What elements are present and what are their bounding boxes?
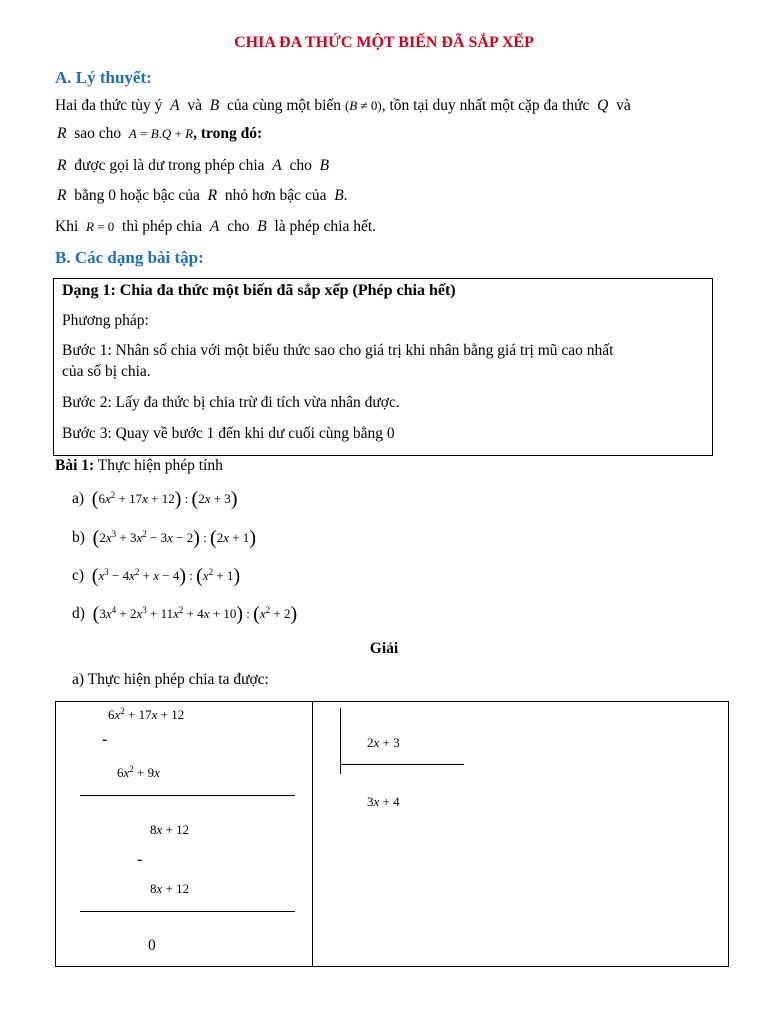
subtrahend-1: $6x^2 + 9x$ [117, 764, 160, 780]
dividend: $6x^2 + 17x + 12$ [108, 706, 185, 722]
theory-line-1: Hai đa thức tùy ý A và B của cùng một biến (B ≠ 0), tồn tại duy nhất một cặp đa thức Q và [55, 97, 631, 114]
section-b-heading: B. Các dạng bài tập: [55, 248, 204, 267]
page-title: CHIA ĐA THỨC MỘT BIẾN ĐÃ SẮP XẾP [234, 34, 534, 51]
remainder-1: 8x + 12 [150, 822, 190, 837]
theory-text: và [616, 97, 631, 114]
item-label: c) [72, 567, 85, 584]
quotient: 3x + 4 [367, 794, 400, 809]
step-3: Bước 3: Quay về bước 1 đến khi dư cuối cùng bằng 0 [62, 425, 395, 442]
exercise-item-c: c) $(x^3 - 4x^2 + x - 4)$ : $(x^2 + 1)$ [72, 565, 241, 587]
divisor: 2x + 3 [367, 735, 400, 750]
item-label: d) [72, 605, 85, 622]
solution-heading: Giải [369, 640, 399, 657]
theory-line-3: R được gọi là dư trong phép chia A cho B [57, 157, 330, 174]
theory-text: là phép chia hết. [274, 218, 377, 235]
theory-text: sao cho [74, 125, 122, 142]
exercise-label: Bài 1: [55, 457, 95, 474]
item-label: b) [72, 529, 85, 546]
step-1-line-1: Bước 1: Nhân số chia với một biểu thức sao cho giá trị khi nhân bằng giá trị mũ cao nhất [62, 342, 614, 359]
theory-line-2: R sao cho A = B.Q + R, trong đó: [57, 125, 263, 142]
solution-intro: a) Thực hiện phép chia ta được: [72, 671, 269, 688]
theory-line-5: Khi R = 0 thì phép chia A cho B là phép chia hết. [55, 218, 377, 235]
subtrahend-2: 8x + 12 [150, 881, 190, 896]
theory-text: , trong đó: [193, 125, 263, 142]
theory-text: Hai đa thức tùy ý [55, 97, 163, 114]
theory-text: của cùng một biến [226, 97, 342, 114]
theory-text: Khi [55, 218, 79, 235]
minus-sign: - [102, 731, 108, 748]
table-divider [312, 701, 313, 966]
step-2: Bước 2: Lấy đa thức bị chia trừ đi tích vừa nhân được. [62, 394, 400, 411]
division-line [80, 911, 295, 912]
final-remainder: 0 [148, 937, 156, 954]
exercise-item-d: d) $(3x^4 + 2x^3 + 11x^2 + 4x + 10)$ : $(x^2 + 2)$ [72, 603, 298, 625]
exercise-item-a: a) $(6x^2 + 17x + 12)$ : (2x + 3) [72, 488, 238, 510]
step-1-line-2: của số bị chia. [62, 363, 151, 380]
minus-sign: - [137, 851, 143, 868]
method-heading: Dạng 1: Chia đa thức một biến đã sắp xếp (Phép chia hết) [62, 282, 456, 299]
theory-text: thì phép chia [122, 218, 203, 235]
division-line [80, 795, 295, 796]
theory-line-4: R bằng 0 hoặc bậc của R nhỏ hơn bậc của B. [57, 187, 348, 204]
method-label: Phương pháp: [62, 312, 149, 329]
theory-text: cho [227, 218, 250, 235]
item-label: a) [72, 490, 85, 507]
exercise-text: Thực hiện phép tính [97, 457, 223, 474]
quotient-line [340, 764, 464, 765]
exercise-item-b: b) $(2x^3 + 3x^2 - 3x - 2)$ : (2x + 1) [72, 527, 256, 549]
theory-text: nhỏ hơn bậc của [224, 187, 327, 204]
theory-text: , tồn tại duy nhất một cặp đa thức [381, 97, 590, 114]
theory-text: và [187, 97, 203, 114]
theory-text: được gọi là dư trong phép chia [74, 157, 265, 174]
exercise-heading [55, 457, 223, 475]
section-a-heading: A. Lý thuyết: [55, 68, 152, 87]
theory-text: cho [289, 157, 312, 174]
theory-text: bằng 0 hoặc bậc của [74, 187, 200, 204]
